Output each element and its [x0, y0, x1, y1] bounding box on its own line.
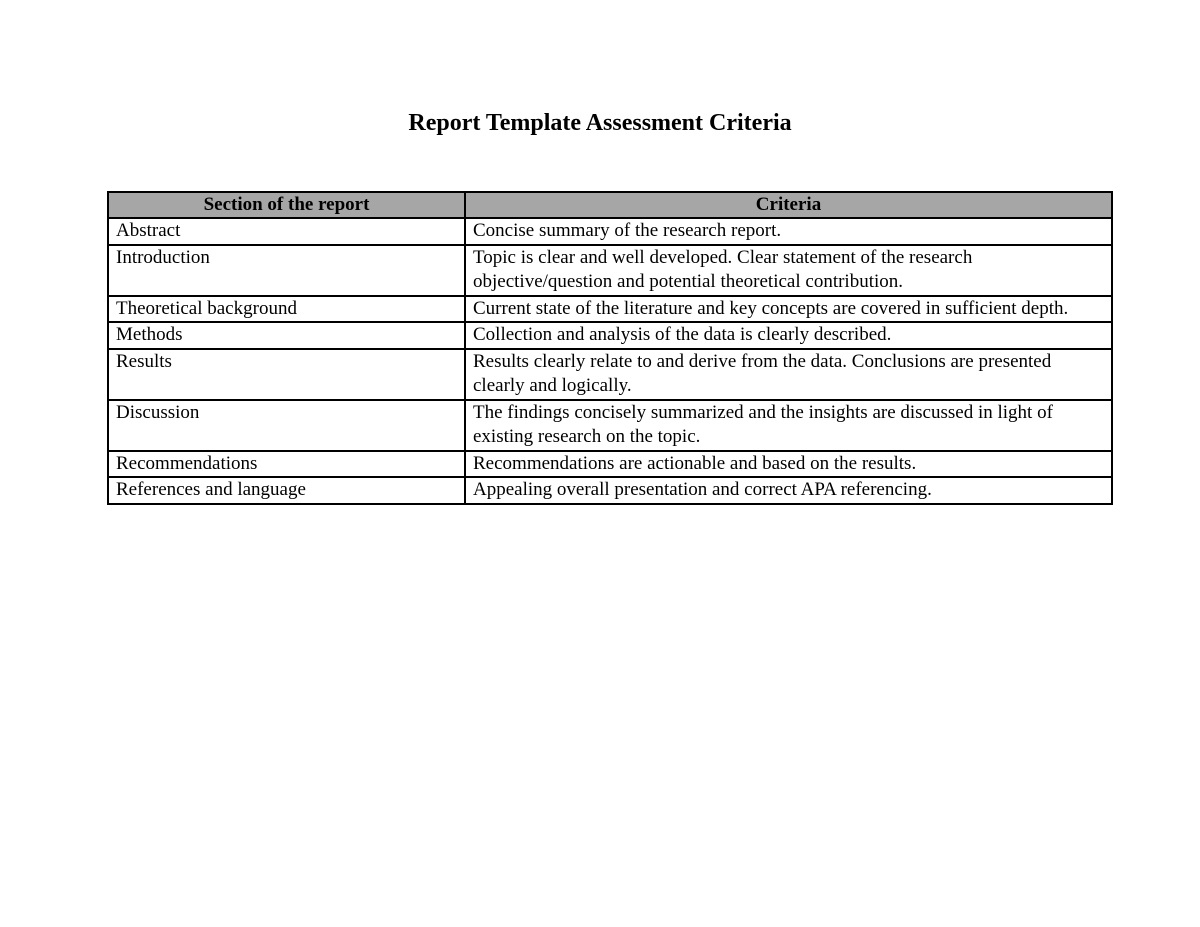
table-header-row [108, 192, 1112, 218]
row-criteria-cell: Appealing overall presentation and correct APA referencing. [465, 477, 1112, 504]
table-row [108, 477, 1112, 504]
column-header-criteria: Criteria [465, 192, 1112, 218]
table-row [108, 245, 1112, 296]
table-row [108, 400, 1112, 451]
row-section-cell: Recommendations [108, 451, 465, 478]
row-criteria-cell: The findings concisely summarized and the insights are discussed in light of existing research on the topic. [465, 400, 1112, 451]
table-row [108, 296, 1112, 323]
row-criteria-cell: Current state of the literature and key concepts are covered in sufficient depth. [465, 296, 1112, 323]
row-criteria-cell: Topic is clear and well developed. Clear statement of the research objective/question and potential theoretical contribution. [465, 245, 1112, 296]
row-section-cell: Abstract [108, 218, 465, 245]
row-criteria-cell: Recommendations are actionable and based on the results. [465, 451, 1112, 478]
row-section-cell: Methods [108, 322, 465, 349]
table-row [108, 322, 1112, 349]
row-section-cell: Discussion [108, 400, 465, 451]
row-criteria-cell: Concise summary of the research report. [465, 218, 1112, 245]
column-header-section: Section of the report [108, 192, 465, 218]
row-criteria-cell: Collection and analysis of the data is clearly described. [465, 322, 1112, 349]
row-section-cell: Theoretical background [108, 296, 465, 323]
document-title: Report Template Assessment Criteria [408, 110, 792, 136]
row-section-cell: Results [108, 349, 465, 400]
row-section-cell: References and language [108, 477, 465, 504]
table-row [108, 451, 1112, 478]
assessment-criteria-table [107, 191, 1113, 505]
row-criteria-cell: Results clearly relate to and derive from the data. Conclusions are presented clearly and logically. [465, 349, 1112, 400]
row-section-cell: Introduction [108, 245, 465, 296]
table-row [108, 218, 1112, 245]
table-row [108, 349, 1112, 400]
